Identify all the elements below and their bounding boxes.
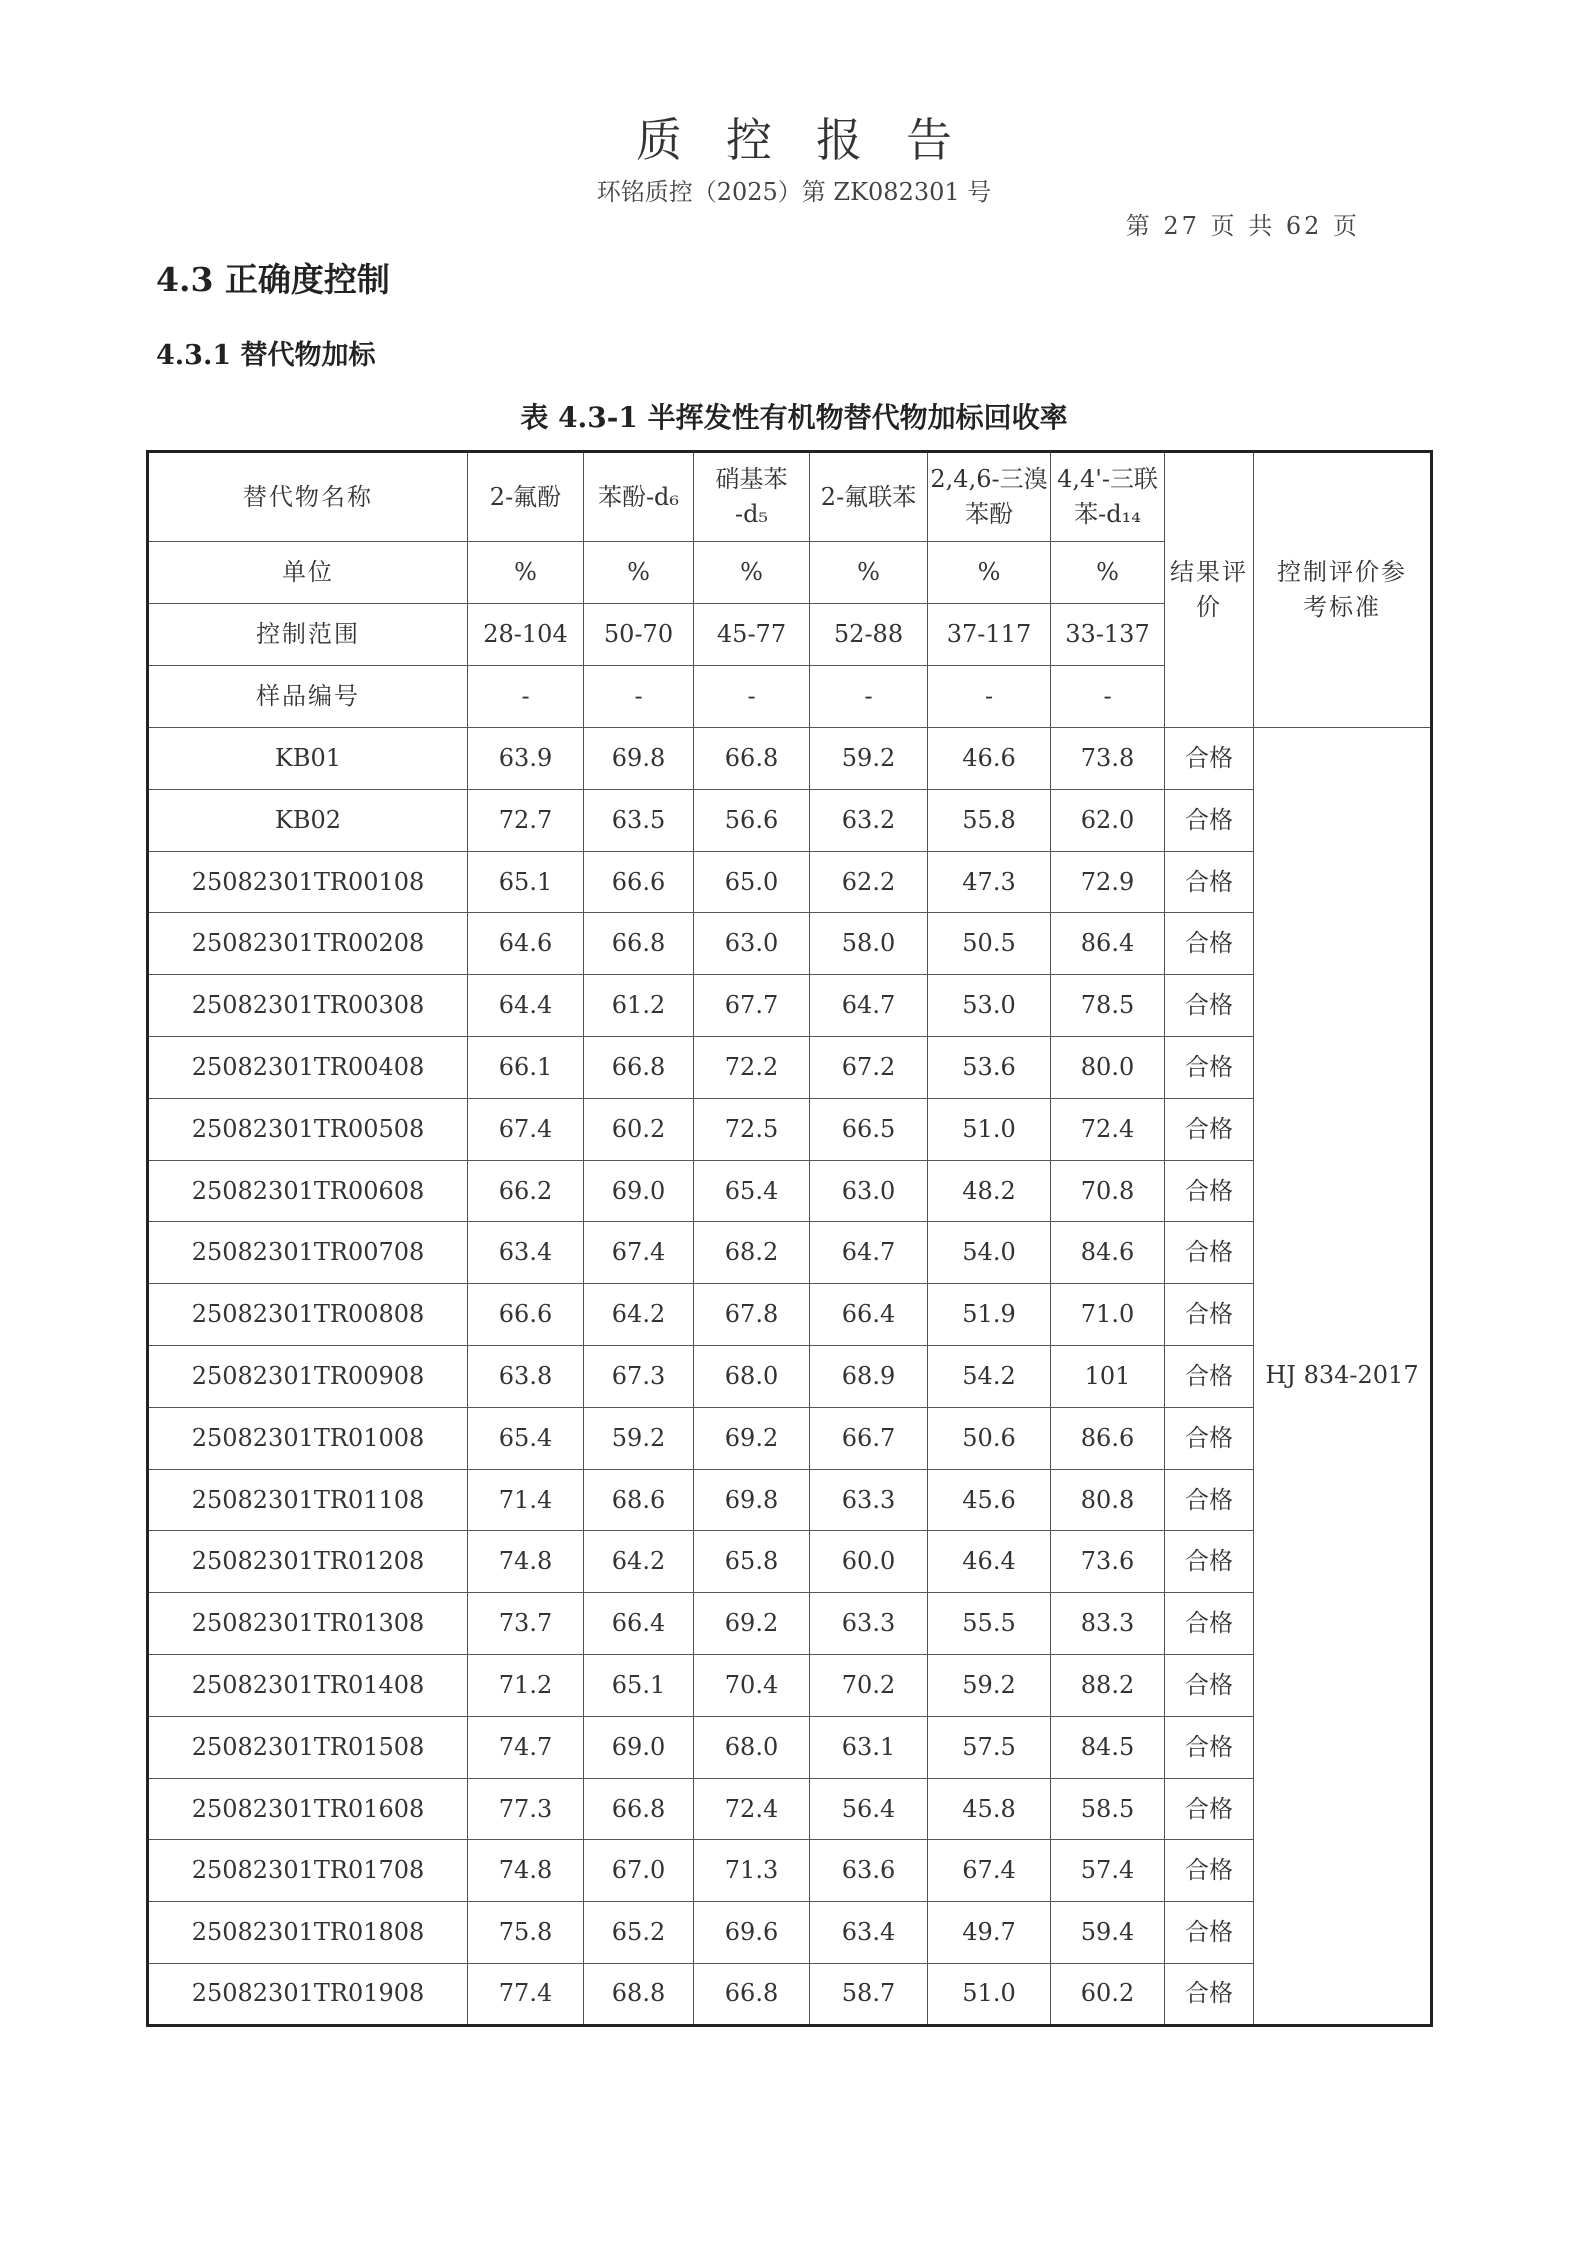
recovery-value-cell: 74.8 bbox=[468, 1840, 584, 1902]
compound-header: 2-氟酚 bbox=[468, 452, 584, 542]
table-row bbox=[148, 1654, 1432, 1716]
sample-header-cell: - bbox=[810, 666, 928, 728]
recovery-value-cell: 67.2 bbox=[810, 1036, 928, 1098]
table-row bbox=[148, 1222, 1432, 1284]
table-row bbox=[148, 1963, 1432, 2025]
recovery-value-cell: 67.4 bbox=[928, 1840, 1051, 1902]
sample-id-cell: 25082301TR00608 bbox=[148, 1160, 468, 1222]
range-cell: 33-137 bbox=[1051, 604, 1165, 666]
sample-id-cell: 25082301TR00908 bbox=[148, 1345, 468, 1407]
result-cell: 合格 bbox=[1165, 1778, 1254, 1840]
sample-header-cell: - bbox=[928, 666, 1051, 728]
recovery-value-cell: 59.2 bbox=[584, 1407, 694, 1469]
recovery-value-cell: 47.3 bbox=[928, 851, 1051, 913]
recovery-value-cell: 71.0 bbox=[1051, 1284, 1165, 1346]
recovery-value-cell: 72.9 bbox=[1051, 851, 1165, 913]
range-cell: 37-117 bbox=[928, 604, 1051, 666]
recovery-value-cell: 66.4 bbox=[584, 1593, 694, 1655]
recovery-value-cell: 62.2 bbox=[810, 851, 928, 913]
result-cell: 合格 bbox=[1165, 1531, 1254, 1593]
recovery-value-cell: 77.3 bbox=[468, 1778, 584, 1840]
recovery-value-cell: 65.2 bbox=[584, 1902, 694, 1964]
result-cell: 合格 bbox=[1165, 913, 1254, 975]
recovery-value-cell: 63.3 bbox=[810, 1469, 928, 1531]
table-row bbox=[148, 1284, 1432, 1346]
recovery-value-cell: 80.8 bbox=[1051, 1469, 1165, 1531]
recovery-value-cell: 50.5 bbox=[928, 913, 1051, 975]
recovery-value-cell: 51.0 bbox=[928, 1963, 1051, 2025]
recovery-value-cell: 64.7 bbox=[810, 1222, 928, 1284]
recovery-value-cell: 72.7 bbox=[468, 789, 584, 851]
recovery-value-cell: 54.2 bbox=[928, 1345, 1051, 1407]
recovery-value-cell: 66.8 bbox=[694, 1963, 810, 2025]
recovery-value-cell: 66.5 bbox=[810, 1098, 928, 1160]
compound-header: 2,4,6-三溴 苯酚 bbox=[928, 452, 1051, 542]
recovery-value-cell: 48.2 bbox=[928, 1160, 1051, 1222]
recovery-value-cell: 68.9 bbox=[810, 1345, 928, 1407]
table-row bbox=[148, 1345, 1432, 1407]
recovery-value-cell: 63.4 bbox=[468, 1222, 584, 1284]
recovery-value-cell: 66.8 bbox=[584, 913, 694, 975]
recovery-value-cell: 65.1 bbox=[468, 851, 584, 913]
result-cell: 合格 bbox=[1165, 1098, 1254, 1160]
compound-header: 4,4'-三联 苯-d₁₄ bbox=[1051, 452, 1165, 542]
recovery-value-cell: 88.2 bbox=[1051, 1654, 1165, 1716]
recovery-value-cell: 61.2 bbox=[584, 975, 694, 1037]
sample-id-cell: 25082301TR00508 bbox=[148, 1098, 468, 1160]
range-cell: 45-77 bbox=[694, 604, 810, 666]
recovery-value-cell: 74.7 bbox=[468, 1716, 584, 1778]
sample-id-cell: 25082301TR01308 bbox=[148, 1593, 468, 1655]
sample-id-cell: 25082301TR00308 bbox=[148, 975, 468, 1037]
recovery-value-cell: 72.4 bbox=[694, 1778, 810, 1840]
recovery-value-cell: 66.1 bbox=[468, 1036, 584, 1098]
recovery-value-cell: 66.6 bbox=[584, 851, 694, 913]
result-cell: 合格 bbox=[1165, 851, 1254, 913]
recovery-value-cell: 73.7 bbox=[468, 1593, 584, 1655]
recovery-value-cell: 66.2 bbox=[468, 1160, 584, 1222]
table-row bbox=[148, 851, 1432, 913]
recovery-value-cell: 55.5 bbox=[928, 1593, 1051, 1655]
recovery-value-cell: 45.8 bbox=[928, 1778, 1051, 1840]
recovery-value-cell: 62.0 bbox=[1051, 789, 1165, 851]
result-cell: 合格 bbox=[1165, 1963, 1254, 2025]
recovery-value-cell: 64.4 bbox=[468, 975, 584, 1037]
range-cell: 28-104 bbox=[468, 604, 584, 666]
recovery-value-cell: 65.0 bbox=[694, 851, 810, 913]
recovery-value-cell: 71.2 bbox=[468, 1654, 584, 1716]
result-cell: 合格 bbox=[1165, 1716, 1254, 1778]
result-cell: 合格 bbox=[1165, 1160, 1254, 1222]
recovery-value-cell: 66.8 bbox=[584, 1036, 694, 1098]
reference-header: 控制评价参考标准 bbox=[1254, 452, 1432, 728]
recovery-value-cell: 84.5 bbox=[1051, 1716, 1165, 1778]
recovery-value-cell: 67.4 bbox=[468, 1098, 584, 1160]
recovery-value-cell: 68.0 bbox=[694, 1716, 810, 1778]
recovery-value-cell: 68.2 bbox=[694, 1222, 810, 1284]
recovery-value-cell: 49.7 bbox=[928, 1902, 1051, 1964]
recovery-value-cell: 59.4 bbox=[1051, 1902, 1165, 1964]
recovery-value-cell: 51.9 bbox=[928, 1284, 1051, 1346]
recovery-value-cell: 67.8 bbox=[694, 1284, 810, 1346]
recovery-value-cell: 63.5 bbox=[584, 789, 694, 851]
recovery-value-cell: 59.2 bbox=[928, 1654, 1051, 1716]
recovery-value-cell: 56.6 bbox=[694, 789, 810, 851]
table-row bbox=[148, 1778, 1432, 1840]
recovery-value-cell: 63.8 bbox=[468, 1345, 584, 1407]
compound-header: 2-氟联苯 bbox=[810, 452, 928, 542]
recovery-value-cell: 59.2 bbox=[810, 728, 928, 790]
unit-cell: % bbox=[468, 542, 584, 604]
sample-id-cell: 25082301TR01508 bbox=[148, 1716, 468, 1778]
table-row bbox=[148, 1593, 1432, 1655]
result-cell: 合格 bbox=[1165, 1840, 1254, 1902]
sample-id-cell: 25082301TR01608 bbox=[148, 1778, 468, 1840]
unit-cell: % bbox=[694, 542, 810, 604]
sample-id-cell: 25082301TR01208 bbox=[148, 1531, 468, 1593]
recovery-value-cell: 65.1 bbox=[584, 1654, 694, 1716]
result-cell: 合格 bbox=[1165, 789, 1254, 851]
recovery-value-cell: 69.8 bbox=[584, 728, 694, 790]
recovery-value-cell: 68.8 bbox=[584, 1963, 694, 2025]
recovery-value-cell: 73.6 bbox=[1051, 1531, 1165, 1593]
unit-cell: % bbox=[584, 542, 694, 604]
sample-id-cell: 25082301TR00708 bbox=[148, 1222, 468, 1284]
recovery-value-cell: 84.6 bbox=[1051, 1222, 1165, 1284]
recovery-value-cell: 101 bbox=[1051, 1345, 1165, 1407]
report-number: 环铭质控（2025）第 ZK082301 号 bbox=[596, 178, 992, 206]
recovery-value-cell: 50.6 bbox=[928, 1407, 1051, 1469]
recovery-value-cell: 80.0 bbox=[1051, 1036, 1165, 1098]
result-cell: 合格 bbox=[1165, 1284, 1254, 1346]
table-row bbox=[148, 1902, 1432, 1964]
recovery-value-cell: 67.7 bbox=[694, 975, 810, 1037]
recovery-value-cell: 60.2 bbox=[584, 1098, 694, 1160]
range-label: 控制范围 bbox=[148, 604, 468, 666]
recovery-value-cell: 63.0 bbox=[810, 1160, 928, 1222]
recovery-value-cell: 66.6 bbox=[468, 1284, 584, 1346]
recovery-value-cell: 65.8 bbox=[694, 1531, 810, 1593]
recovery-value-cell: 63.6 bbox=[810, 1840, 928, 1902]
recovery-value-cell: 53.0 bbox=[928, 975, 1051, 1037]
result-cell: 合格 bbox=[1165, 1407, 1254, 1469]
recovery-value-cell: 56.4 bbox=[810, 1778, 928, 1840]
recovery-value-cell: 70.8 bbox=[1051, 1160, 1165, 1222]
recovery-value-cell: 57.4 bbox=[1051, 1840, 1165, 1902]
unit-cell: % bbox=[928, 542, 1051, 604]
sample-header-cell: - bbox=[694, 666, 810, 728]
recovery-value-cell: 58.7 bbox=[810, 1963, 928, 2025]
recovery-value-cell: 78.5 bbox=[1051, 975, 1165, 1037]
result-cell: 合格 bbox=[1165, 1469, 1254, 1531]
recovery-value-cell: 58.5 bbox=[1051, 1778, 1165, 1840]
table-row bbox=[148, 975, 1432, 1037]
sample-header-cell: - bbox=[1051, 666, 1165, 728]
recovery-value-cell: 68.0 bbox=[694, 1345, 810, 1407]
recovery-value-cell: 60.0 bbox=[810, 1531, 928, 1593]
sample-id-cell: 25082301TR00408 bbox=[148, 1036, 468, 1098]
recovery-value-cell: 75.8 bbox=[468, 1902, 584, 1964]
recovery-value-cell: 51.0 bbox=[928, 1098, 1051, 1160]
recovery-value-cell: 69.2 bbox=[694, 1407, 810, 1469]
sample-id-cell: 25082301TR00808 bbox=[148, 1284, 468, 1346]
table-row bbox=[148, 1160, 1432, 1222]
recovery-value-cell: 64.2 bbox=[584, 1284, 694, 1346]
recovery-value-cell: 63.2 bbox=[810, 789, 928, 851]
sample-id-cell: 25082301TR01708 bbox=[148, 1840, 468, 1902]
sample-header-cell: - bbox=[468, 666, 584, 728]
sample-id-cell: KB02 bbox=[148, 789, 468, 851]
result-cell: 合格 bbox=[1165, 728, 1254, 790]
recovery-value-cell: 68.6 bbox=[584, 1469, 694, 1531]
recovery-value-cell: 69.6 bbox=[694, 1902, 810, 1964]
recovery-value-cell: 46.6 bbox=[928, 728, 1051, 790]
table-row bbox=[148, 789, 1432, 851]
recovery-value-cell: 66.8 bbox=[694, 728, 810, 790]
recovery-value-cell: 64.7 bbox=[810, 975, 928, 1037]
recovery-value-cell: 66.7 bbox=[810, 1407, 928, 1469]
recovery-value-cell: 73.8 bbox=[1051, 728, 1165, 790]
recovery-value-cell: 65.4 bbox=[694, 1160, 810, 1222]
recovery-value-cell: 66.8 bbox=[584, 1778, 694, 1840]
recovery-value-cell: 55.8 bbox=[928, 789, 1051, 851]
result-cell: 合格 bbox=[1165, 1345, 1254, 1407]
sample-id-cell: 25082301TR00208 bbox=[148, 913, 468, 975]
section-heading: 4.3 正确度控制 bbox=[156, 260, 390, 299]
table-row bbox=[148, 1716, 1432, 1778]
recovery-value-cell: 86.6 bbox=[1051, 1407, 1165, 1469]
sample-id-cell: 25082301TR01808 bbox=[148, 1902, 468, 1964]
unit-cell: % bbox=[1051, 542, 1165, 604]
table-row bbox=[148, 1531, 1432, 1593]
recovery-table bbox=[146, 450, 1433, 2027]
recovery-value-cell: 65.4 bbox=[468, 1407, 584, 1469]
recovery-value-cell: 60.2 bbox=[1051, 1963, 1165, 2025]
sample-id-cell: 25082301TR01908 bbox=[148, 1963, 468, 2025]
recovery-value-cell: 53.6 bbox=[928, 1036, 1051, 1098]
table-caption: 表 4.3-1 半挥发性有机物替代物加标回收率 bbox=[520, 401, 1068, 434]
recovery-value-cell: 71.3 bbox=[694, 1840, 810, 1902]
recovery-value-cell: 46.4 bbox=[928, 1531, 1051, 1593]
result-cell: 合格 bbox=[1165, 1902, 1254, 1964]
recovery-value-cell: 70.4 bbox=[694, 1654, 810, 1716]
reference-standard-cell: HJ 834-2017 bbox=[1254, 728, 1432, 2026]
compound-header: 硝基苯 -d₅ bbox=[694, 452, 810, 542]
recovery-value-cell: 72.2 bbox=[694, 1036, 810, 1098]
result-cell: 合格 bbox=[1165, 1654, 1254, 1716]
recovery-value-cell: 67.0 bbox=[584, 1840, 694, 1902]
range-cell: 50-70 bbox=[584, 604, 694, 666]
recovery-value-cell: 69.0 bbox=[584, 1160, 694, 1222]
recovery-value-cell: 64.6 bbox=[468, 913, 584, 975]
table-row bbox=[148, 1407, 1432, 1469]
table-row bbox=[148, 1840, 1432, 1902]
recovery-value-cell: 58.0 bbox=[810, 913, 928, 975]
sample-label: 样品编号 bbox=[148, 666, 468, 728]
recovery-value-cell: 69.0 bbox=[584, 1716, 694, 1778]
table-row bbox=[148, 1098, 1432, 1160]
range-cell: 52-88 bbox=[810, 604, 928, 666]
sample-id-cell: 25082301TR01408 bbox=[148, 1654, 468, 1716]
sample-id-cell: KB01 bbox=[148, 728, 468, 790]
table-row bbox=[148, 1036, 1432, 1098]
header-row-compounds bbox=[148, 452, 1432, 542]
result-cell: 合格 bbox=[1165, 975, 1254, 1037]
result-cell: 合格 bbox=[1165, 1036, 1254, 1098]
recovery-value-cell: 63.1 bbox=[810, 1716, 928, 1778]
recovery-value-cell: 67.4 bbox=[584, 1222, 694, 1284]
page-info: 第 27 页 共 62 页 bbox=[1125, 212, 1360, 240]
table-row bbox=[148, 728, 1432, 790]
result-cell: 合格 bbox=[1165, 1593, 1254, 1655]
table-row bbox=[148, 1469, 1432, 1531]
recovery-value-cell: 83.3 bbox=[1051, 1593, 1165, 1655]
subsection-heading: 4.3.1 替代物加标 bbox=[156, 340, 376, 371]
recovery-value-cell: 54.0 bbox=[928, 1222, 1051, 1284]
recovery-value-cell: 72.5 bbox=[694, 1098, 810, 1160]
recovery-value-cell: 67.3 bbox=[584, 1345, 694, 1407]
document-title: 质控报告 bbox=[636, 113, 996, 167]
recovery-value-cell: 69.8 bbox=[694, 1469, 810, 1531]
recovery-value-cell: 63.3 bbox=[810, 1593, 928, 1655]
recovery-value-cell: 70.2 bbox=[810, 1654, 928, 1716]
recovery-value-cell: 74.8 bbox=[468, 1531, 584, 1593]
compound-name-header: 替代物名称 bbox=[148, 452, 468, 542]
result-header: 结果评价 bbox=[1165, 452, 1254, 728]
recovery-value-cell: 66.4 bbox=[810, 1284, 928, 1346]
sample-id-cell: 25082301TR01108 bbox=[148, 1469, 468, 1531]
recovery-value-cell: 63.0 bbox=[694, 913, 810, 975]
recovery-value-cell: 64.2 bbox=[584, 1531, 694, 1593]
recovery-value-cell: 77.4 bbox=[468, 1963, 584, 2025]
recovery-value-cell: 72.4 bbox=[1051, 1098, 1165, 1160]
recovery-value-cell: 63.9 bbox=[468, 728, 584, 790]
recovery-value-cell: 69.2 bbox=[694, 1593, 810, 1655]
recovery-value-cell: 57.5 bbox=[928, 1716, 1051, 1778]
compound-header: 苯酚-d₆ bbox=[584, 452, 694, 542]
result-cell: 合格 bbox=[1165, 1222, 1254, 1284]
sample-header-cell: - bbox=[584, 666, 694, 728]
recovery-value-cell: 45.6 bbox=[928, 1469, 1051, 1531]
unit-label: 单位 bbox=[148, 542, 468, 604]
sample-id-cell: 25082301TR00108 bbox=[148, 851, 468, 913]
sample-id-cell: 25082301TR01008 bbox=[148, 1407, 468, 1469]
table-row bbox=[148, 913, 1432, 975]
unit-cell: % bbox=[810, 542, 928, 604]
recovery-value-cell: 63.4 bbox=[810, 1902, 928, 1964]
recovery-value-cell: 86.4 bbox=[1051, 913, 1165, 975]
recovery-value-cell: 71.4 bbox=[468, 1469, 584, 1531]
